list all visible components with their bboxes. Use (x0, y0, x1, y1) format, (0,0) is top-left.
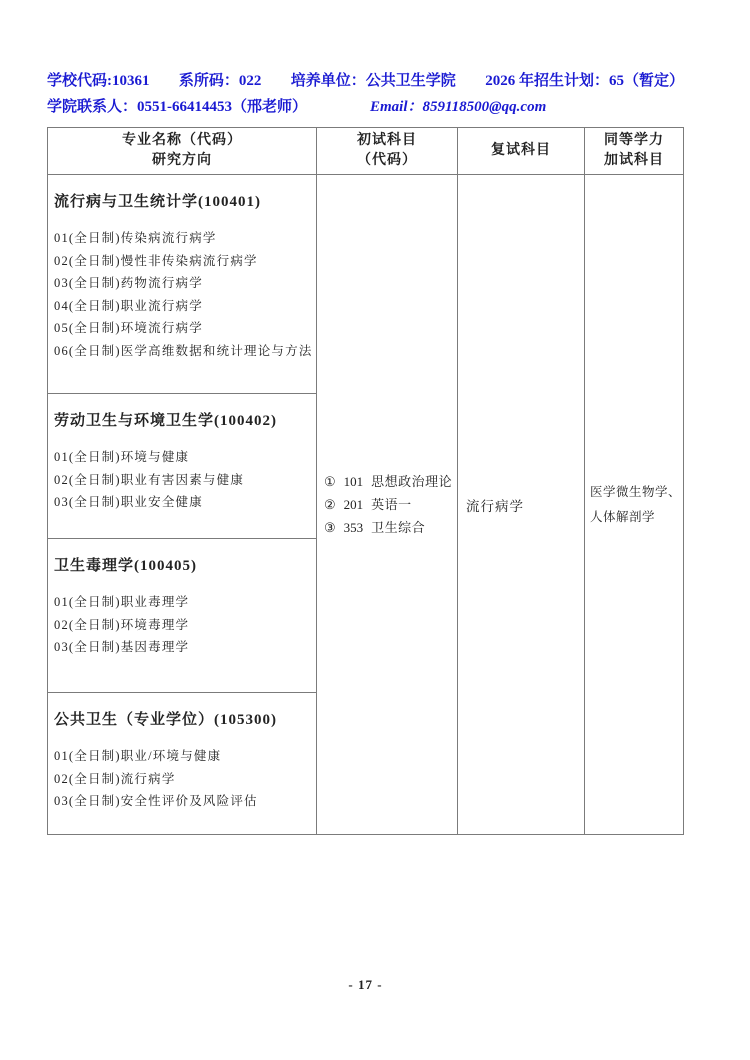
exam-item-number: ② (324, 497, 336, 512)
header-line-2 (47, 94, 684, 120)
exam-item (324, 516, 457, 539)
dept-code: 系所码：022 (178, 73, 262, 89)
program-title: 劳动卫生与环境卫生学(100402) (54, 413, 277, 429)
training-unit: 培养单位：公共卫生学院 (290, 73, 456, 89)
exam-item-name: 卫生综合 (371, 520, 426, 535)
school-code: 学校代码:10361 (47, 73, 150, 89)
column-header-equivalent: 同等学力 加试科目 (584, 128, 683, 174)
column-header-initial-exam: 初试科目 （代码） (316, 128, 457, 174)
initial-exam-cell (316, 175, 457, 834)
page-number: - 17 - (348, 977, 383, 992)
exam-item-code: 101 (343, 474, 364, 489)
exam-item-code: 353 (343, 520, 364, 535)
program-section-100401 (48, 175, 316, 394)
contact-email: Email：859118500@qq.com (370, 99, 547, 115)
table-body (48, 175, 683, 834)
contact-info: 学院联系人：0551-66414453（邢老师） (47, 99, 307, 115)
program-directions: 01(全日制)环境与健康 02(全日制)职业有害因素与健康 03(全日制)职业安全健康 (54, 450, 245, 509)
program-directions: 01(全日制)职业/环境与健康 02(全日制)流行病学 03(全日制)安全性评价及风险评估 (54, 749, 258, 808)
program-title: 公共卫生（专业学位）(105300) (54, 712, 277, 728)
program-title: 流行病与卫生统计学(100401) (54, 194, 261, 210)
retest-subject: 流行病学 (466, 498, 524, 514)
exam-item-name: 英语一 (371, 497, 412, 512)
enrollment-plan: 2026 年招生计划：65（暂定） (485, 73, 684, 89)
program-title: 卫生毒理学(100405) (54, 558, 197, 574)
program-directions: 01(全日制)传染病流行病学 02(全日制)慢性非传染病流行病学 03(全日制)药物流行病学 04(全日制)职业流行病学 05(全日制)环境流行病学 06(全日制)医学高维数据和统计理论与方法 (54, 231, 313, 358)
exam-item (324, 493, 457, 516)
column-header-retest: 复试科目 (457, 128, 584, 174)
major-column (48, 175, 316, 834)
exam-item-code: 201 (343, 497, 364, 512)
exam-item-number: ① (324, 474, 336, 489)
program-section-100402 (48, 394, 316, 539)
equivalent-subjects-cell: 医学微生物学、 人体解剖学 (584, 175, 683, 834)
table-header-row (48, 128, 683, 175)
retest-subject-cell (457, 175, 584, 834)
exam-item-number: ③ (324, 520, 336, 535)
exam-item-name: 思想政治理论 (371, 474, 453, 489)
exam-item (324, 470, 457, 493)
header-line-1 (47, 68, 684, 94)
program-section-100405 (48, 539, 316, 693)
column-header-major: 专业名称（代码） 研究方向 (122, 133, 242, 168)
program-section-105300 (48, 693, 316, 834)
admissions-table (47, 127, 684, 835)
document-header (47, 68, 684, 120)
program-directions: 01(全日制)职业毒理学 02(全日制)环境毒理学 03(全日制)基因毒理学 (54, 595, 190, 654)
